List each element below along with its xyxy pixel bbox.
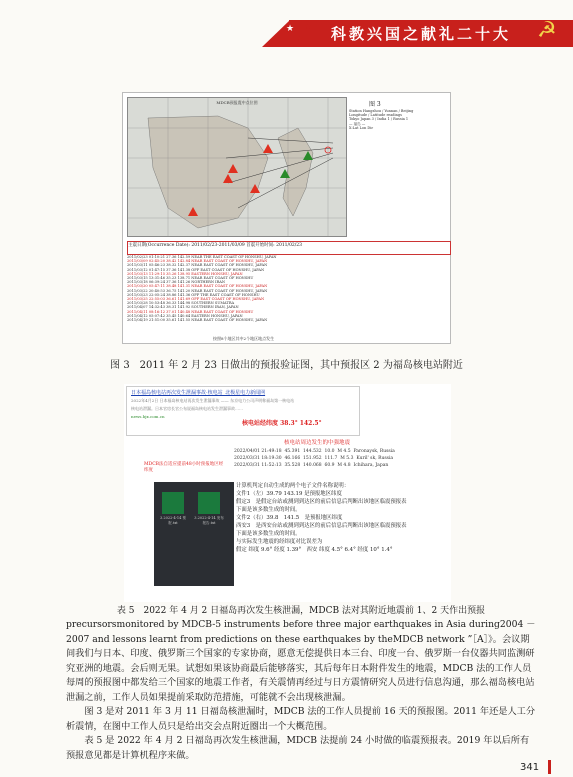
star-icon: ★ (304, 22, 313, 32)
table-row: 2011/03/18 06:39:24 37.36 141.26 NORTHERN IRAN (127, 280, 226, 285)
news-source: news.bjx.com.cn (131, 414, 165, 419)
table-row: 2011/03/15 13:31:46 35.23 138.71 NEAR EAST COAST OF HONSHU (127, 276, 254, 281)
forecast-table (127, 255, 445, 335)
calc-line: 计算机判定自动生成的两个电子文件名称说明： (236, 483, 350, 489)
calc-line: 文件2（右）39.8 141.5 是预报地区纬度 (236, 515, 343, 521)
table-row: 2011/03/13 11:29:15 35.26 138.95 EASTERN HONSHU, JAPAN (127, 271, 243, 276)
earthquake-row: 2022/03/31 18:19:30 46.166 151.952 111.7 M 5.3 Kuril' sk, Russia (234, 456, 394, 461)
file-label: 3.2022-4-14 发布报告.txt (194, 516, 224, 525)
table-row: 2011/02/23 01:10:21 27.36 142.59 NEAR THE EAST COAST OF HONSHU, JAPAN (127, 255, 277, 259)
calc-line: 文件1（左）39.79 143.19 是预报地区纬度 (236, 491, 342, 497)
body-text (66, 618, 536, 763)
news-search-result (126, 386, 360, 436)
map-title: MDCB预报震中点位图 (216, 100, 258, 105)
table-row: 2011/03/12 01:47:15 37.36 141.38 OFF EAST COAST OF HONSHU, JAPAN (127, 267, 265, 272)
calculation-notes (236, 482, 446, 554)
earthquake-list (234, 448, 395, 469)
calc-line: 下面是该多数生成的时间。 (236, 531, 301, 537)
paragraph: precursorsmonitored by MDCB-5 instruments before three major earthquakes in Asia during2004 － 2007 and lessons learnt from predictions on these earthquakes by theMDCB network ”［A］》。会议期间我们与日本、印度、俄罗斯三个国家的专家协商，愿意无偿提供日本三台、印度一台、俄罗斯一台仪器共同监测研究亚洲的地震。会后则无果。试想如果该协商最后能够落实，其后每年日本附件发生的地震，MDCB 法的工作人员每周的预报图中都发给三个国家的地震工作者，有关震情再经过与日方震情研究人员进行信息沟通，那么福岛核电站泄漏之前，工作人员如果提前采取防范措施，可能就不会出现核泄漏。 (66, 619, 536, 703)
earthquake-row: 2022/03/31 11:52:13 35.528 140.068 60.9 M 4.8 Ichihara, Japan (234, 463, 389, 468)
calc-line: 下面是该多数生成的时间。 (236, 507, 301, 513)
table-row: 2011/03/09 02:45:20 38.42 142.84 NEAR EAST COAST OF HONSHU, JAPAN (127, 259, 268, 264)
table-5-figure (124, 384, 451, 602)
figure-label: 图 3 (369, 101, 381, 108)
page-number: 341 (520, 762, 540, 773)
calc-line: 西安3 是西安台站或测到到达区的前后信息后判断出该地区临震预报表 (236, 523, 407, 529)
spreadsheet-file-icon[interactable] (162, 492, 184, 514)
section-banner (289, 20, 573, 47)
calc-line: 假定3 是假定台站或测到到达区的前后信息后判断出该地区临震预报表 (236, 499, 407, 505)
party-emblem-icon: ☭ (537, 18, 557, 43)
figure-3-forecast-map (122, 92, 451, 344)
news-link[interactable]: 日本福岛核电站再次发生泄漏事故·核电站_北极星电力新闻网 (131, 390, 266, 396)
plant-coordinates: 核电站经纬度 38.3° 142.5° (242, 420, 322, 427)
table-row: 2011/04/12 05:07:42 35.45 140.64 EASTERN HONSHU, JAPAN (127, 313, 243, 318)
mdcb-label: MDCB法自适应提前48小时预报地区经纬度 (144, 462, 224, 473)
map-graphic (128, 98, 346, 236)
figure-note: 按照8个地区其中2个地区地点发生 (213, 336, 275, 341)
spreadsheet-file-icon[interactable] (198, 492, 220, 514)
file-label: 3.2022-4-14 预报.txt (160, 516, 186, 525)
table-row: 2011/03/28 10:53:48 36.33 144.98 SOUTHERN SUMATRA (127, 301, 235, 306)
table-5-caption: 表 5 2022 年 4 月 2 日福岛再次发生核泄漏，MDCB 法对其附近地震前 1、2 天作出预报 (116, 606, 486, 616)
table-row: 2011/04/11 08:16:12 37.01 140.48 NEAR EAST COAST OF HONSHU (127, 309, 254, 314)
occurrence-date-bar: 主震日期(Occurrence Date): 2011/02/23-2011/03/09 首震开始时间: 2011/02/23 (127, 241, 451, 255)
figure-3-caption: 图 3 2011 年 2 月 23 日做出的预报验证图，其中预报区 2 为福岛核电站附近 (110, 360, 463, 371)
earthquake-list-title: 核电站周边发生的中强地震 (284, 440, 351, 446)
station-info: Station Hangzhou / Yunnan / Beijing Longitude / Latitude readings Tokyo Japan 3 / India 1 / Russia 1 — 福岛 — X:Lat Lon Dir (349, 109, 414, 130)
table-row: 2011/03/23 22:05:24 38.86 141.36 OFF THE EAST COAST OF HONSHU (127, 292, 260, 297)
banner-title: 科教兴国之献礼二十大 (331, 25, 512, 43)
table-row: 2011/03/22 20:40:53 36.75 141.20 NEAR EAST COAST OF HONSHU, JAPAN (127, 288, 268, 293)
desktop-screenshot (154, 482, 234, 586)
table-row: 2011/03/11 05:46:23 38.32 142.37 NEAR EAST COAST OF HONSHU, JAPAN (127, 263, 268, 268)
table-row: 2011/04/07 14:32:43 38.31 141.92 SOUTHERN IRAN, JAPAN (127, 305, 239, 310)
forecast-map (127, 97, 347, 237)
earthquake-row: 2022/04/01 21:49:18 45.391 144.532 10.0 M 4.5 Paronaysk, Russia (234, 449, 395, 454)
paragraph: 表 5 是 2022 年 4 月 2 日福岛再次发生核泄漏，MDCB 法提前 24 小时做的临震预报表。2019 年以后所有预报意见都是计算机程序来做。 (66, 735, 530, 761)
star-icon: ★ (286, 24, 295, 34)
news-snippet-2: 核电站泄漏。日本官房长官公布说福岛核电站发生泄漏事故…… (131, 406, 243, 411)
news-snippet: 2022年4月2日 日本福岛核电站再次发生泄漏事故 —— 东京电力公司声明称福岛第一核电站 (131, 398, 295, 403)
page-marker (548, 760, 551, 774)
table-row: 2011/03/25 22:55:03 36.61 141.69 OFF EAST COAST OF HONSHU, JAPAN (127, 297, 265, 302)
table-row: 2011/04/19 21:51:00 35.61 141.55 NEAR EAST COAST OF HONSHU, JAPAN (127, 318, 268, 323)
star-icon: ★ (296, 34, 305, 44)
calc-line: 假定 纬度 9.6° 经度 1.39° 西安 纬度 4.5° 6.4° 经度 10° 1.4° (236, 547, 393, 553)
table-row: 2011/03/20 05:47:11 38.48 141.31 NEAR EAST COAST OF HONSHU, JAPAN (127, 284, 268, 289)
paragraph: 图 3 是对 2011 年 3 月 11 日福岛核泄漏时，MDCB 法的工作人员提前 16 天的预报图。2011 年还是人工分析震情，在图中工作人员只是给出交会点附近圈出一个大概范围。 (66, 706, 536, 732)
calc-line: 与实际发生地震的经纬度对比误差为 (236, 539, 323, 545)
